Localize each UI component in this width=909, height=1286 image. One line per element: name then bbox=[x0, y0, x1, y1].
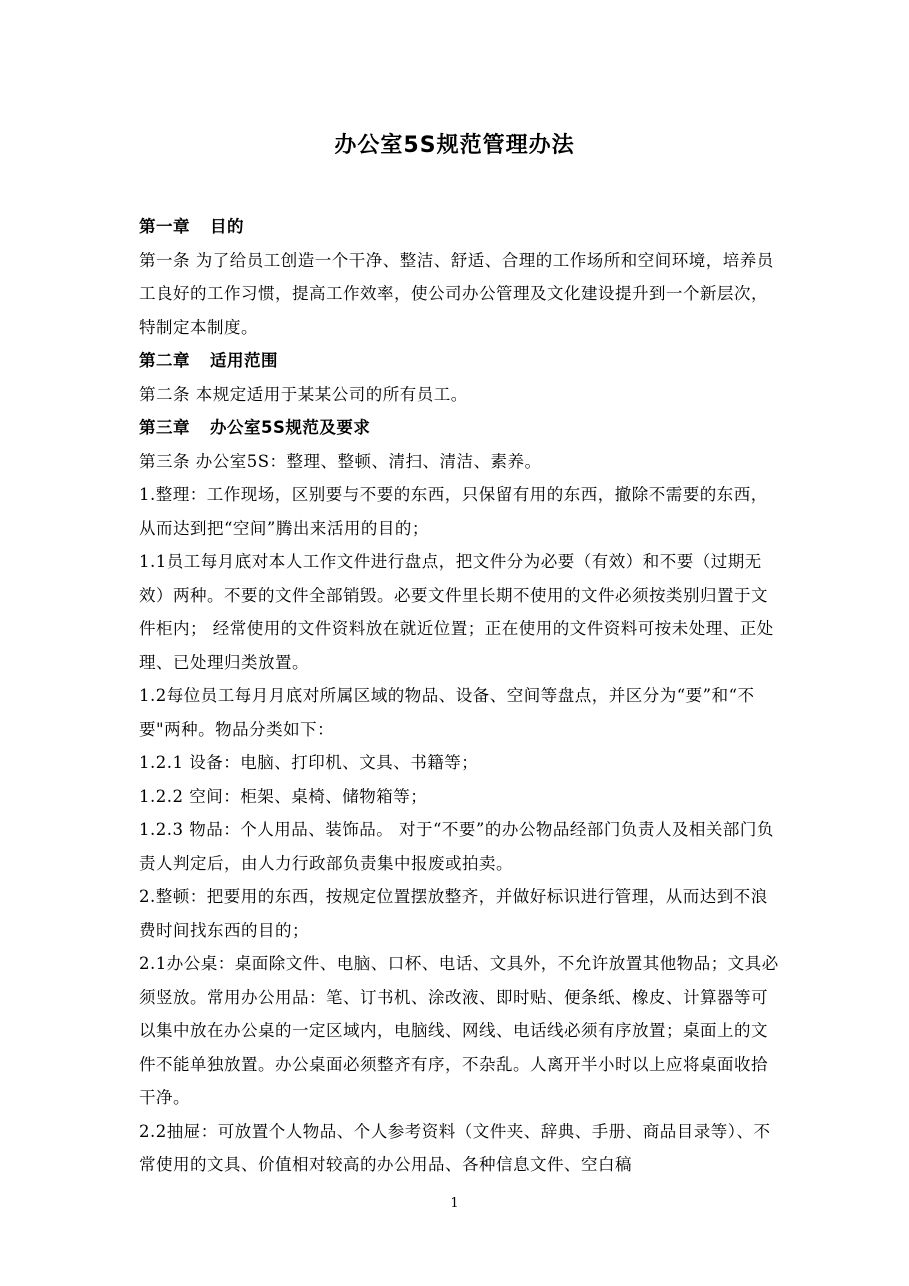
chapter-name: 办公室5S规范及要求 bbox=[210, 418, 371, 437]
page-number: 1 bbox=[450, 1196, 459, 1211]
chapter-heading-2 bbox=[139, 344, 779, 378]
paragraph: 1.2.2 空间：柜架、桌椅、储物箱等； bbox=[139, 786, 428, 806]
document-title: 办公室5S规范管理办法 bbox=[334, 133, 575, 158]
paragraph: 2.整顿：把要用的东西，按规定位置摆放整齐，并做好标识进行管理，从而达到不浪费时间找东西的目的； bbox=[139, 887, 768, 940]
chapter-label: 第三章 bbox=[139, 418, 190, 437]
chapter-label: 第一章 bbox=[139, 217, 190, 236]
chapter-heading-3 bbox=[139, 411, 779, 445]
paragraph: 第一条 为了给员工创造一个干净、整洁、舒适、合理的工作场所和空间环境，培养员工良好的工作习惯，提高工作效率，使公司办公管理及文化建设提升到一个新层次，特制定本制度。 bbox=[139, 250, 774, 337]
document-body bbox=[139, 210, 779, 1182]
paragraph: 1.整理：工作现场，区别要与不要的东西，只保留有用的东西，撤除不需要的东西，从而达到把“空间”腾出来活用的目的； bbox=[139, 485, 768, 538]
chapter-heading-1 bbox=[139, 210, 779, 244]
chapter-name: 目的 bbox=[210, 217, 244, 236]
paragraph: 1.2.1 设备：电脑、打印机、文具、书籍等； bbox=[139, 753, 479, 772]
paragraph: 1.2.3 物品：个人用品、装饰品。 对于“不要”的办公物品经部门负责人及相关部门负责人判定后，由人力行政部负责集中报废或拍卖。 bbox=[139, 820, 774, 873]
paragraph: 1.1员工每月底对本人工作文件进行盘点，把文件分为必要（有效）和不要（过期无效）两种。不要的文件全部销毁。必要文件里长期不使用的文件必须按类别归置于文件柜内； 经常使用的文件资料放在就近位置；正在使用的文件资料可按未处理、正处理、已处理归类放置。 bbox=[139, 552, 774, 672]
paragraph: 1.2每位员工每月月底对所属区域的物品、设备、空间等盘点，并区分为“要”和“不要"两种。物品分类如下： bbox=[139, 686, 755, 739]
chapter-name: 适用范围 bbox=[210, 351, 278, 370]
paragraph: 第二条 本规定适用于某某公司的所有员工。 bbox=[139, 384, 468, 404]
chapter-label: 第二章 bbox=[139, 351, 190, 370]
paragraph: 第三条 办公室5S：整理、整顿、清扫、清洁、素养。 bbox=[139, 451, 542, 471]
paragraph: 2.2抽屉：可放置个人物品、个人参考资料（文件夹、辞典、手册、商品目录等）、不常使用的文具、价值相对较高的办公用品、各种信息文件、空白稿 bbox=[139, 1121, 771, 1174]
paragraph: 2.1办公桌：桌面除文件、电脑、口杯、电话、文具外，不允许放置其他物品；文具必须竖放。常用办公用品：笔、订书机、涂改液、即时贴、便条纸、橡皮、计算器等可以集中放在办公桌的一定区域内，电脑线、网线、电话线必须有序放置；桌面上的文件不能单独放置。办公桌面必须整齐有序，不杂乱。人离开半小时以上应将桌面收拾干净。 bbox=[139, 954, 779, 1107]
